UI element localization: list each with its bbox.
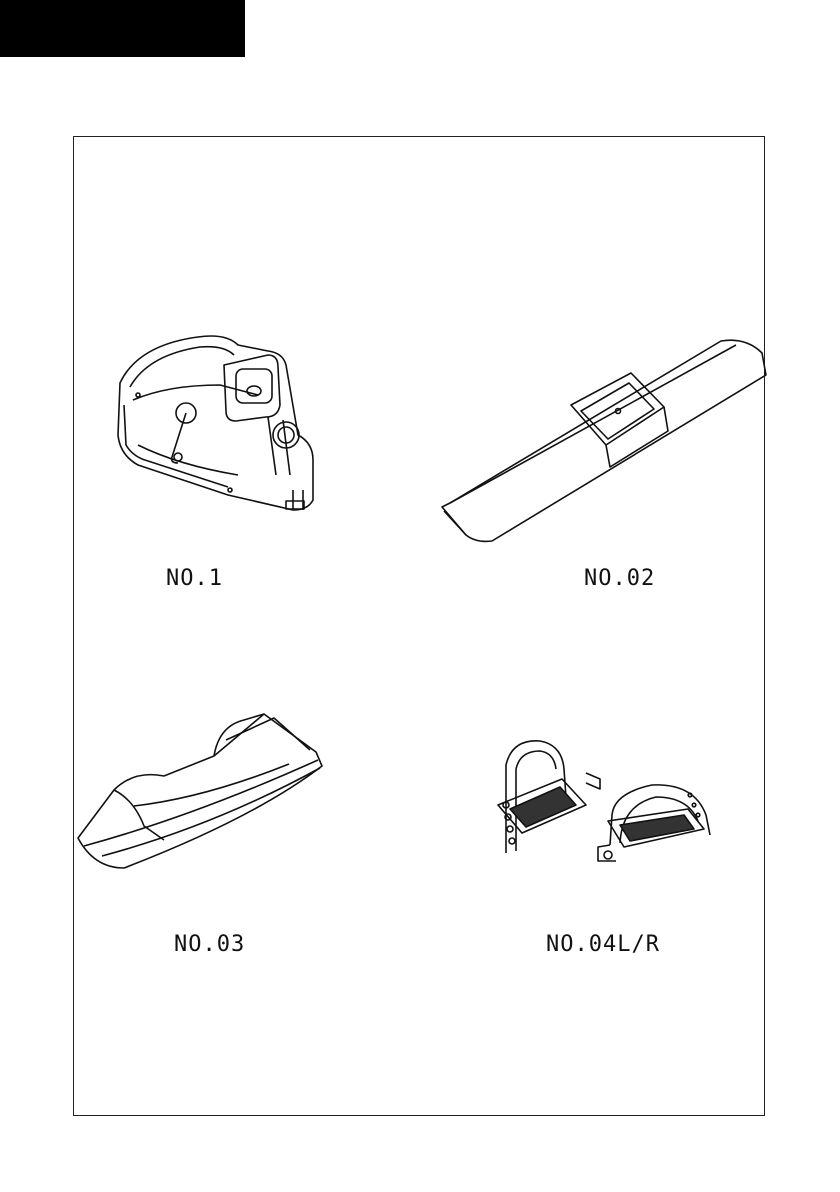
part-1-label: NO.1 (166, 566, 223, 591)
header-black-tab (0, 0, 245, 57)
part-4-pedals-illustration (484, 735, 720, 875)
part-2-base-illustration (436, 335, 772, 545)
part-3-label: NO.03 (174, 932, 246, 957)
part-2-label: NO.02 (584, 566, 656, 591)
part-1-main-unit-illustration (108, 325, 323, 520)
parts-list-frame (73, 136, 765, 1116)
part-3-foot-cover-illustration (74, 708, 326, 874)
part-4-label: NO.04L/R (546, 932, 660, 957)
